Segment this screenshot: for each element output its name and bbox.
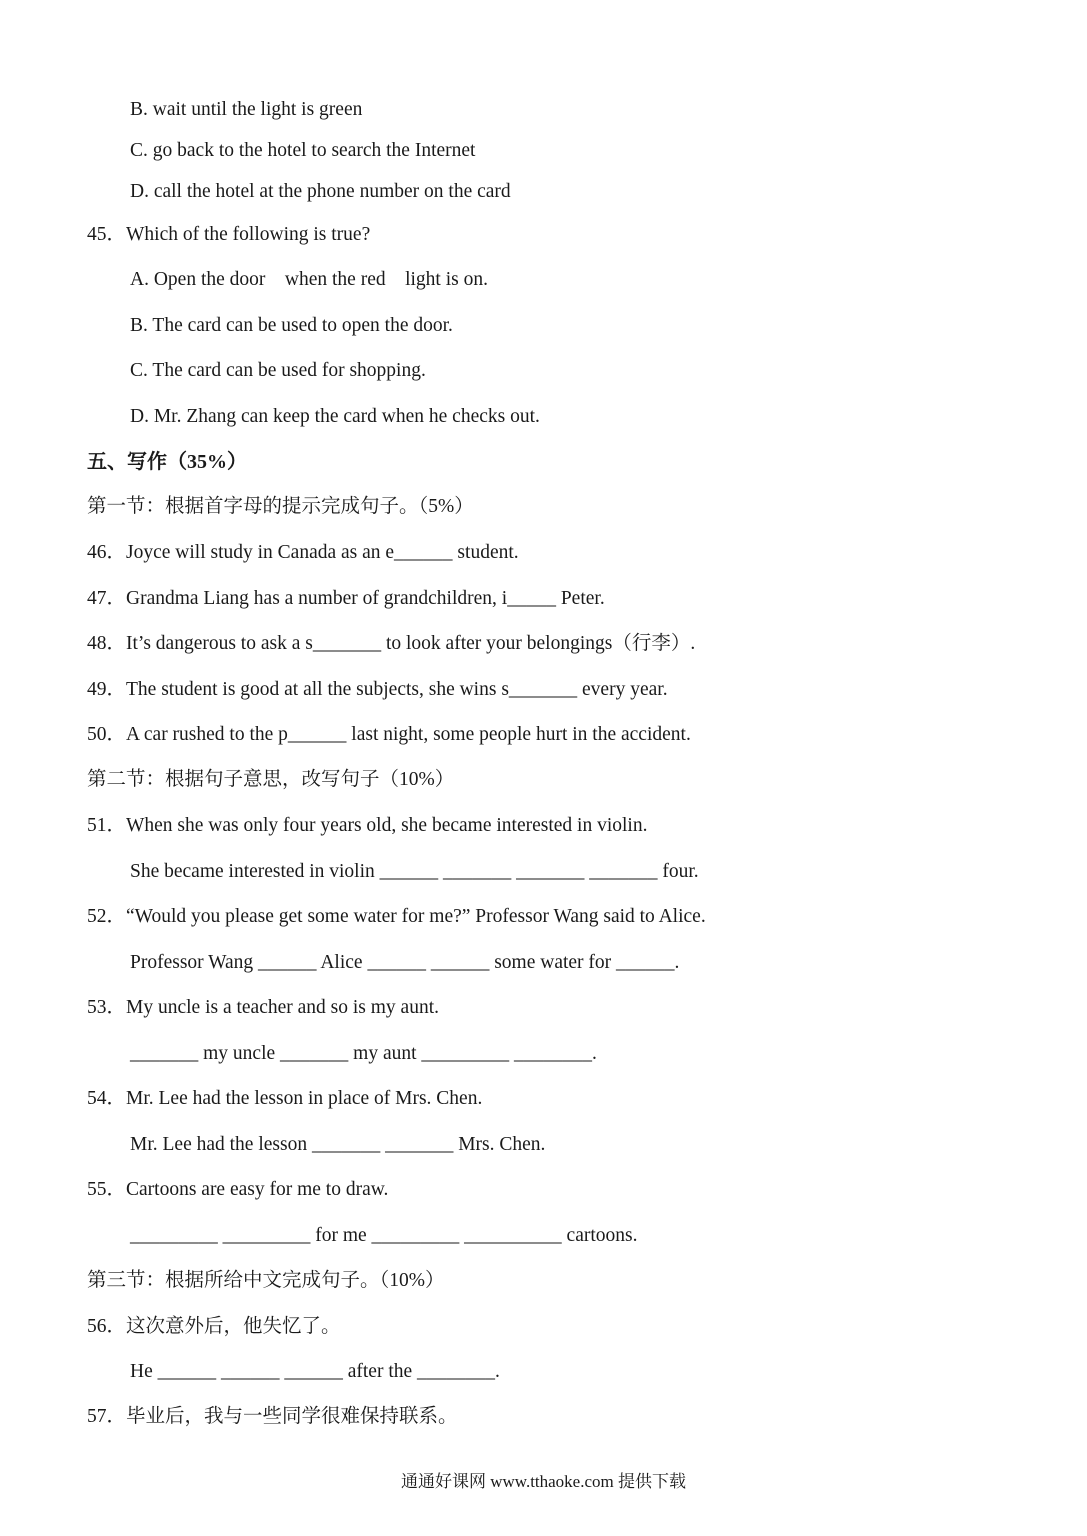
rewrite-53: _______ my uncle _______ my aunt _________ ________. <box>130 1043 597 1064</box>
question-48: 48．It’s dangerous to ask a s_______ to look after your belongings（行李）. <box>87 633 696 654</box>
question-52: 52．“Would you please get some water for me?” Professor Wang said to Alice. <box>87 906 706 927</box>
question-45: 45．Which of the following is true? <box>87 224 371 245</box>
question-54: 54．Mr. Lee had the lesson in place of Mrs. Chen. <box>87 1088 483 1109</box>
part-one-heading: 第一节：根据首字母的提示完成句子。（5%） <box>87 496 474 517</box>
option-45-c: C. The card can be used for shopping. <box>130 360 426 381</box>
rewrite-55: _________ _________ for me _________ __________ cartoons. <box>130 1225 638 1246</box>
question-50: 50．A car rushed to the p______ last night, some people hurt in the accident. <box>87 724 691 745</box>
option-45-d: D. Mr. Zhang can keep the card when he checks out. <box>130 406 540 427</box>
answer-56: He ______ ______ ______ after the ________. <box>130 1361 500 1382</box>
option-45-a: A. Open the door when the red light is on. <box>130 269 488 290</box>
question-55: 55．Cartoons are easy for me to draw. <box>87 1179 389 1200</box>
rewrite-52: Professor Wang ______ Alice ______ ______ some water for ______. <box>130 952 680 973</box>
option-45-b: B. The card can be used to open the door. <box>130 315 453 336</box>
question-47: 47．Grandma Liang has a number of grandchildren, i_____ Peter. <box>87 588 605 609</box>
question-57: 57．毕业后，我与一些同学很难保持联系。 <box>87 1406 458 1427</box>
option-44-d: D. call the hotel at the phone number on the card <box>130 181 511 202</box>
option-44-b: B. wait until the light is green <box>130 99 363 120</box>
question-49: 49．The student is good at all the subjects, she wins s_______ every year. <box>87 679 668 700</box>
question-51: 51．When she was only four years old, she became interested in violin. <box>87 815 648 836</box>
question-46: 46．Joyce will study in Canada as an e______ student. <box>87 542 519 563</box>
part-two-heading: 第二节：根据句子意思，改写句子（10%） <box>87 769 455 790</box>
question-56: 56．这次意外后，他失忆了。 <box>87 1316 341 1337</box>
part-three-heading: 第三节：根据所给中文完成句子。（10%） <box>87 1270 445 1291</box>
option-44-c: C. go back to the hotel to search the Internet <box>130 140 476 161</box>
footer-source-note: 通通好课网 www.tthaoke.com 提供下载 <box>400 1472 687 1491</box>
rewrite-54: Mr. Lee had the lesson _______ _______ Mrs. Chen. <box>130 1134 546 1155</box>
rewrite-51: She became interested in violin ______ _______ _______ _______ four. <box>130 861 699 882</box>
question-53: 53．My uncle is a teacher and so is my aunt. <box>87 997 439 1018</box>
section-heading-writing: 五、写作（35%） <box>87 451 247 473</box>
